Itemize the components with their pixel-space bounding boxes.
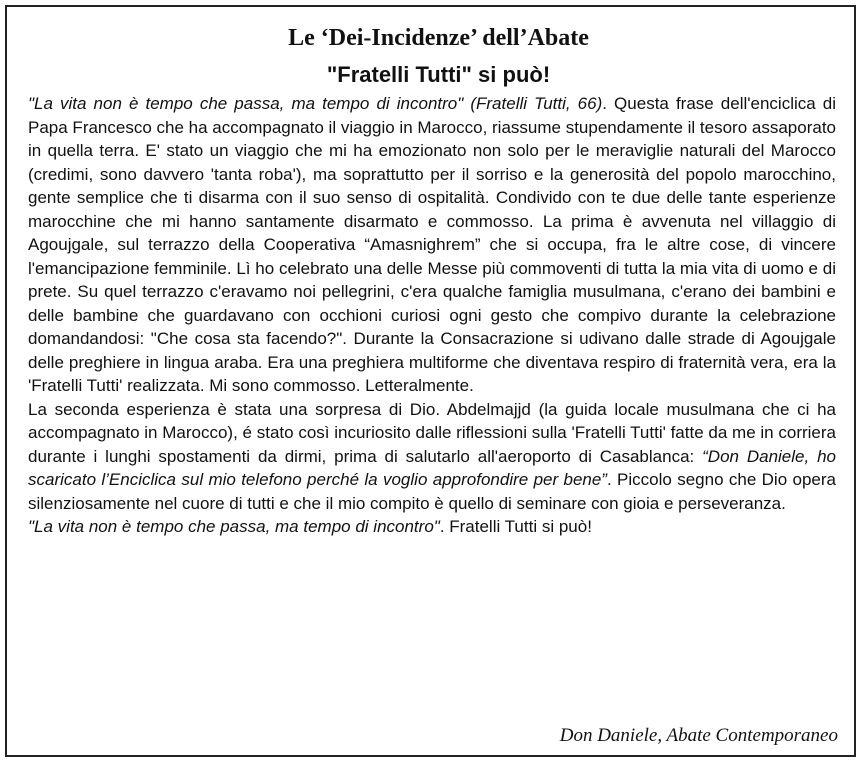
paragraph-2-end: . Piccolo segno che Dio opera silenziosamente nel cuore di tutti e che il mio compito è quello di seminare con gioia e perseveranza. [28, 470, 836, 513]
paragraph-1-text: . Questa frase dell'enciclica di Papa Francesco che ha accompagnato il viaggio in Marocco, riassume stupendamente il tesoro assaporato in quella terra. E' stato un viaggio che mi ha emozionato non solo per le meraviglie naturali del Marocco (credimi, sono davvero 'tanta roba'), ma soprattutto per il sorriso e la generosità del popolo marocchino, gente semplice che ti disarma con il suo senso di ospitalità. Condivido con te due delle tante esperienze marocchine che mi hanno santamente disarmato e commosso. La prima è avvenuta nel villaggio di Agoujgale, sul terrazzo della Cooperativa “Amasnighrem” che si occupa, fra le altre cose, di vincere l'emancipazione femminile. Lì ho celebrato una delle Messe più commoventi di tutta la mia vita di uomo e di prete. Su quel terrazzo c'eravamo noi pellegrini, c'era qualche famiglia musulmana, c'erano dei bambini e delle bambine che guardavano con occhioni curiosi ogni gesto che compivo durante la celebrazione domandandosi: "Che cosa sta facendo?". Durante la Consacrazione si udivano dalle strade di Agoujgale delle preghiere in lingua araba. Era una preghiera multiforme che diventava respiro di fraternità vera, era la 'Fratelli Tutti' realizzata. Mi sono commosso. Letteralmente. [28, 94, 837, 395]
guide-quote: “Don Daniele, ho scaricato l’Enciclica sul mio telefono perché la voglio approfondire per bene” [28, 446, 836, 489]
paragraph-3 [28, 515, 836, 539]
signature: Don Daniele, Abate Contemporaneo [559, 725, 838, 746]
opening-citation: (Fratelli Tutti, 66) [463, 94, 603, 113]
closing-quote: "La vita non è tempo che passa, ma tempo di incontro" [28, 517, 440, 536]
paragraph-1 [28, 92, 836, 398]
paragraph-2 [28, 398, 836, 516]
paragraph-2-text: La seconda esperienza è stata una sorpresa di Dio. Abdelmajjd (la guida locale musulmana che ci ha accompagnato in Marocco), é stato così incuriosito dalle riflessioni sulla 'Fratelli Tutti' fatte da me in corriera durante i lunghi spostamenti da dirmi, prima di salutarlo all'aeroporto di Casablanca: [28, 399, 836, 466]
opening-quote: "La vita non è tempo che passa, ma tempo di incontro" [28, 94, 464, 113]
article-body [28, 92, 836, 539]
paragraph-3-end: . Fratelli Tutti si può! [439, 517, 592, 536]
article-title: Le ‘Dei-Incidenze’ dell’Abate [288, 25, 589, 51]
article-subtitle: "Fratelli Tutti" si può! [326, 62, 551, 87]
